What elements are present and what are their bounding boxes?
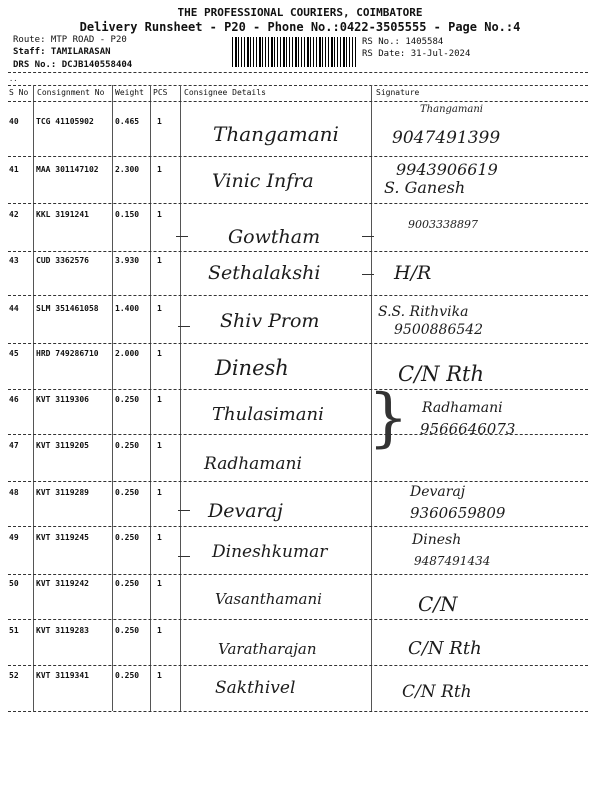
row-pcs: 1 (157, 488, 162, 497)
signature-phone: 9566646073 (420, 420, 516, 438)
row-consignment: KVT 3119283 (36, 626, 89, 635)
row-pcs: 1 (157, 671, 162, 680)
column-divider (112, 85, 113, 711)
row-consignment: KVT 3119245 (36, 533, 89, 542)
signature-line: Thangamani (420, 104, 483, 115)
col-weight: Weight (115, 88, 144, 97)
row-weight: 0.250 (115, 488, 140, 497)
row-sno: 51 (9, 626, 19, 635)
signature-line: C/N Rth (398, 362, 484, 386)
row-weight: 0.250 (115, 626, 140, 635)
col-consignment: Consignment No (37, 88, 105, 97)
row-sno: 49 (9, 533, 19, 542)
row-sno: 40 (9, 117, 19, 126)
signature-line: S.S. Rithvika (378, 304, 469, 320)
row-pcs: 1 (157, 579, 162, 588)
consignee-name: Sakthivel (215, 678, 296, 698)
consignee-name: Vasanthamani (215, 590, 322, 608)
signature-line: Dinesh (412, 532, 462, 548)
brace-mark: } (368, 381, 409, 455)
row-weight: 0.465 (115, 117, 140, 126)
signature-line: S. Ganesh (384, 178, 466, 197)
signature-phone: 9487491434 (414, 554, 491, 568)
row-consignment: SLM 351461058 (36, 304, 99, 313)
consignee-name: Vinic Infra (212, 170, 314, 192)
row-consignment: KVT 3119306 (36, 395, 89, 404)
row-weight: 0.250 (115, 533, 140, 542)
row-rule (8, 434, 588, 435)
signature-phone: 9943906619 (396, 160, 498, 179)
row-weight: 0.250 (115, 671, 140, 680)
dash-mark (178, 326, 190, 327)
row-rule (8, 526, 588, 527)
col-signature: Signature (376, 88, 420, 97)
route-label: Route: MTP ROAD - P20 (13, 35, 127, 45)
row-pcs: 1 (157, 117, 162, 126)
signature-line: H/R (394, 262, 432, 284)
dash-mark (176, 236, 188, 237)
signature-phone: 9500886542 (394, 322, 484, 338)
signature-phone: 9003338897 (408, 218, 478, 231)
col-pcs: PCS (153, 88, 168, 97)
row-sno: 46 (9, 395, 19, 404)
signature-line: C/N (418, 592, 458, 616)
row-consignment: TCG 41105902 (36, 117, 94, 126)
row-pcs: 1 (157, 165, 162, 174)
header-mark: .. (9, 75, 18, 83)
consignee-name: Sethalakshi (208, 262, 321, 284)
row-sno: 44 (9, 304, 19, 313)
row-consignment: CUD 3362576 (36, 256, 89, 265)
row-rule (8, 711, 588, 712)
row-sno: 50 (9, 579, 19, 588)
column-divider (33, 85, 34, 711)
dash-mark (362, 274, 374, 275)
consignee-name: Dinesh (215, 356, 289, 380)
row-weight: 2.300 (115, 165, 140, 174)
signature-line: Devaraj (410, 484, 466, 500)
column-divider (180, 85, 181, 711)
header-rule-top (8, 72, 588, 73)
signature-phone: 9360659809 (410, 504, 506, 522)
row-weight: 1.400 (115, 304, 140, 313)
row-sno: 43 (9, 256, 19, 265)
row-rule (8, 343, 588, 344)
consignee-name: Thangamani (213, 122, 339, 146)
consignee-name: Dineshkumar (212, 542, 328, 562)
consignee-name: Shiv Prom (220, 310, 320, 332)
row-sno: 47 (9, 441, 19, 450)
row-rule (8, 665, 588, 666)
row-pcs: 1 (157, 626, 162, 635)
dash-mark (178, 556, 190, 557)
row-sno: 42 (9, 210, 19, 219)
row-weight: 0.250 (115, 395, 140, 404)
signature-line: C/N Rth (402, 682, 472, 702)
rs-date: RS Date: 31-Jul-2024 (362, 49, 471, 59)
row-weight: 2.000 (115, 349, 140, 358)
signature-phone: 9047491399 (392, 128, 501, 148)
row-pcs: 1 (157, 441, 162, 450)
table-header-rule (8, 101, 588, 102)
row-pcs: 1 (157, 210, 162, 219)
row-pcs: 1 (157, 256, 162, 265)
row-consignment: KKL 3191241 (36, 210, 89, 219)
consignee-name: Thulasimani (212, 404, 324, 425)
consignee-name: Radhamani (204, 454, 302, 474)
header-rule-bottom (8, 85, 588, 86)
staff-label: Staff: TAMILARASAN (13, 47, 111, 57)
signature-line: C/N Rth (408, 638, 482, 659)
row-consignment: KVT 3119289 (36, 488, 89, 497)
row-rule (8, 481, 588, 482)
row-consignment: KVT 3119205 (36, 441, 89, 450)
consignee-name: Varatharajan (218, 640, 317, 658)
row-weight: 0.150 (115, 210, 140, 219)
row-sno: 41 (9, 165, 19, 174)
company-name: THE PROFESSIONAL COURIERS, COIMBATORE (177, 6, 423, 19)
col-sno: S No (9, 88, 29, 97)
row-weight: 0.250 (115, 441, 140, 450)
col-consignee: Consignee Details (184, 88, 266, 97)
row-consignment: HRD 749286710 (36, 349, 99, 358)
dash-mark (362, 236, 374, 237)
dash-mark (178, 510, 190, 511)
drs-number: DRS No.: DCJB140558404 (13, 60, 133, 70)
row-rule (8, 156, 588, 157)
row-rule (8, 619, 588, 620)
row-consignment: KVT 3119242 (36, 579, 89, 588)
row-rule (8, 203, 588, 204)
row-weight: 3.930 (115, 256, 140, 265)
signature-line: Radhamani (422, 400, 503, 416)
column-divider (150, 85, 151, 711)
row-sno: 52 (9, 671, 19, 680)
barcode (232, 37, 356, 67)
row-weight: 0.250 (115, 579, 140, 588)
row-sno: 45 (9, 349, 19, 358)
rs-number: RS No.: 1405584 (362, 37, 444, 47)
row-pcs: 1 (157, 304, 162, 313)
row-rule (8, 251, 588, 252)
runsheet-title: Delivery Runsheet - P20 - Phone No.:0422-3505555 - Page No.:4 (79, 20, 521, 34)
row-pcs: 1 (157, 395, 162, 404)
row-consignment: MAA 301147102 (36, 165, 99, 174)
consignee-name: Gowtham (228, 226, 321, 248)
row-sno: 48 (9, 488, 19, 497)
row-pcs: 1 (157, 349, 162, 358)
row-consignment: KVT 3119341 (36, 671, 89, 680)
row-rule (8, 389, 588, 390)
consignee-name: Devaraj (208, 500, 283, 522)
row-rule (8, 574, 588, 575)
row-pcs: 1 (157, 533, 162, 542)
row-rule (8, 295, 588, 296)
